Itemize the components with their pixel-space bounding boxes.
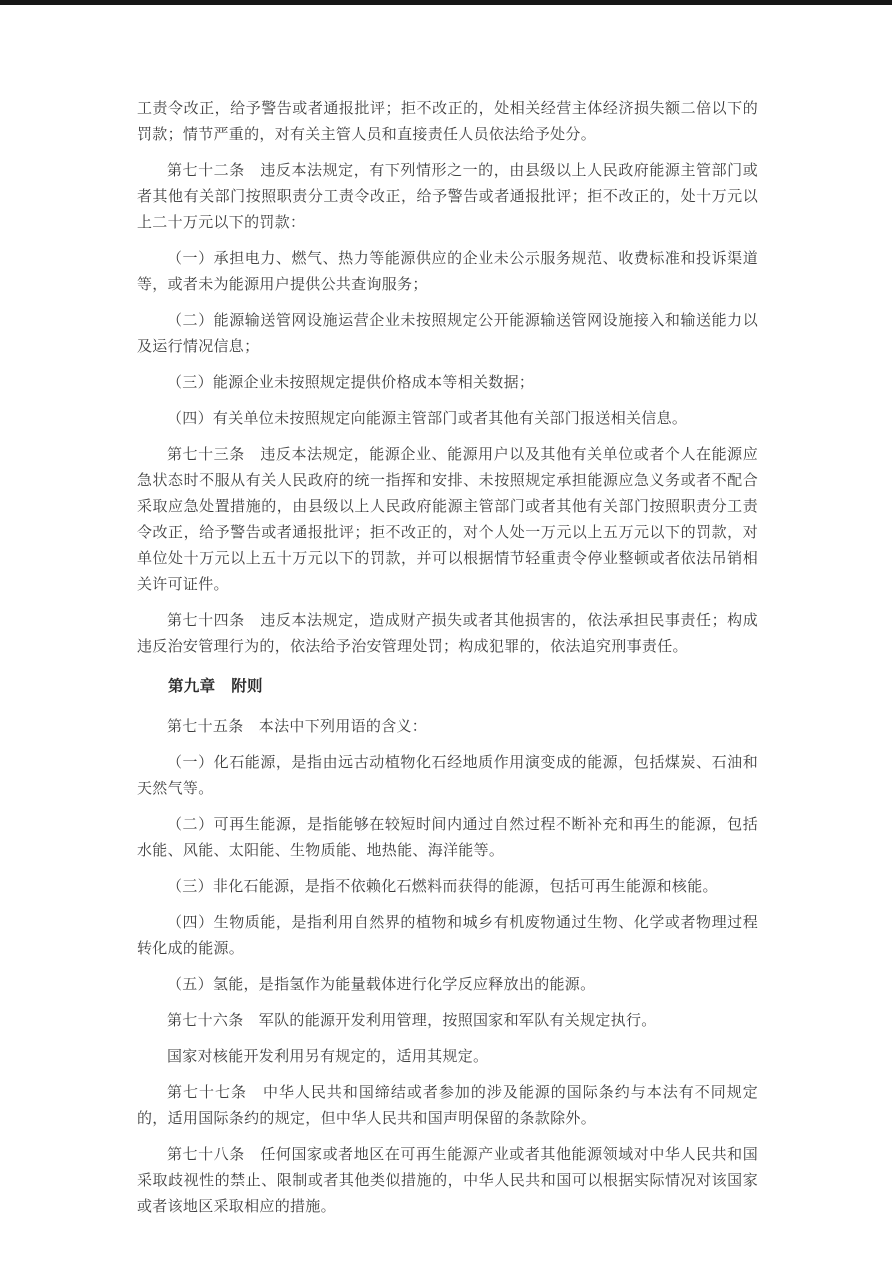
- article-77-paragraph: 第七十七条 中华人民共和国缔结或者参加的涉及能源的国际条约与本法有不同规定的，适用国际条约的规定，但中华人民共和国声明保留的条款除外。: [137, 1085, 758, 1127]
- article-75-paragraph: 第七十五条 本法中下列用语的含义：: [167, 719, 428, 735]
- paragraph-continuation: 工责令改正，给予警告或者通报批评；拒不改正的，处相关经营主体经济损失额二倍以下的罚款；情节严重的，对有关主管人员和直接责任人员依法给予处分。: [137, 101, 758, 143]
- article-72-item-2: （二）能源输送管网设施运营企业未按照规定公开能源输送管网设施接入和输送能力以及运行情况信息；: [137, 313, 758, 355]
- article-76-paragraph-2: 国家对核能开发利用另有规定的，适用其规定。: [167, 1049, 489, 1065]
- article-75-item-5: （五）氢能，是指氢作为能量载体进行化学反应释放出的能源。: [167, 977, 596, 993]
- article-72-paragraph: 第七十二条 违反本法规定，有下列情形之一的，由县级以上人民政府能源主管部门或者其他有关部门按照职责分工责令改正，给予警告或者通报批评；拒不改正的，处十万元以上二十万元以下的罚款：: [137, 163, 758, 231]
- article-76-paragraph: 第七十六条 军队的能源开发利用管理，按照国家和军队有关规定执行。: [167, 1013, 657, 1029]
- article-73-paragraph: 第七十三条 违反本法规定，能源企业、能源用户以及其他有关单位或者个人在能源应急状态时不服从有关人民政府的统一指挥和安排、未按照规定承担能源应急义务或者不配合采取应急处置措施的，由县级以上人民政府能源主管部门或者其他有关部门按照职责分工责令改正，给予警告或者通报批评；拒不改正的，对个人处一万元以上五万元以下的罚款，对单位处十万元以上五十万元以下的罚款，并可以根据情节轻重责令停业整顿或者依法吊销相关许可证件。: [137, 447, 758, 593]
- article-75-item-1: （一）化石能源，是指由远古动植物化石经地质作用演变成的能源，包括煤炭、石油和天然气等。: [137, 755, 758, 797]
- chapter-9-heading: 第九章 附则: [168, 678, 263, 695]
- article-78-paragraph: 第七十八条 任何国家或者地区在可再生能源产业或者其他能源领域对中华人民共和国采取歧视性的禁止、限制或者其他类似措施的，中华人民共和国可以根据实际情况对该国家或者该地区采取相应的措施。: [137, 1147, 758, 1215]
- article-72-item-4: （四）有关单位未按照规定向能源主管部门或者其他有关部门报送相关信息。: [167, 411, 688, 427]
- article-72-item-1: （一）承担电力、燃气、热力等能源供应的企业未公示服务规范、收费标准和投诉渠道等，或者未为能源用户提供公共查询服务；: [137, 251, 758, 293]
- article-75-item-4: （四）生物质能，是指利用自然界的植物和城乡有机废物通过生物、化学或者物理过程转化成的能源。: [137, 915, 758, 957]
- article-74-paragraph: 第七十四条 违反本法规定，造成财产损失或者其他损害的，依法承担民事责任；构成违反治安管理行为的，依法给予治安管理处罚；构成犯罪的，依法追究刑事责任。: [137, 613, 758, 655]
- article-72-item-3: （三）能源企业未按照规定提供价格成本等相关数据；: [167, 375, 535, 391]
- article-75-item-3: （三）非化石能源，是指不依赖化石燃料而获得的能源，包括可再生能源和核能。: [167, 879, 718, 895]
- page-top-border: [0, 0, 892, 5]
- article-75-item-2: （二）可再生能源，是指能够在较短时间内通过自然过程不断补充和再生的能源，包括水能、风能、太阳能、生物质能、地热能、海洋能等。: [137, 817, 758, 859]
- document-body: [137, 96, 758, 1230]
